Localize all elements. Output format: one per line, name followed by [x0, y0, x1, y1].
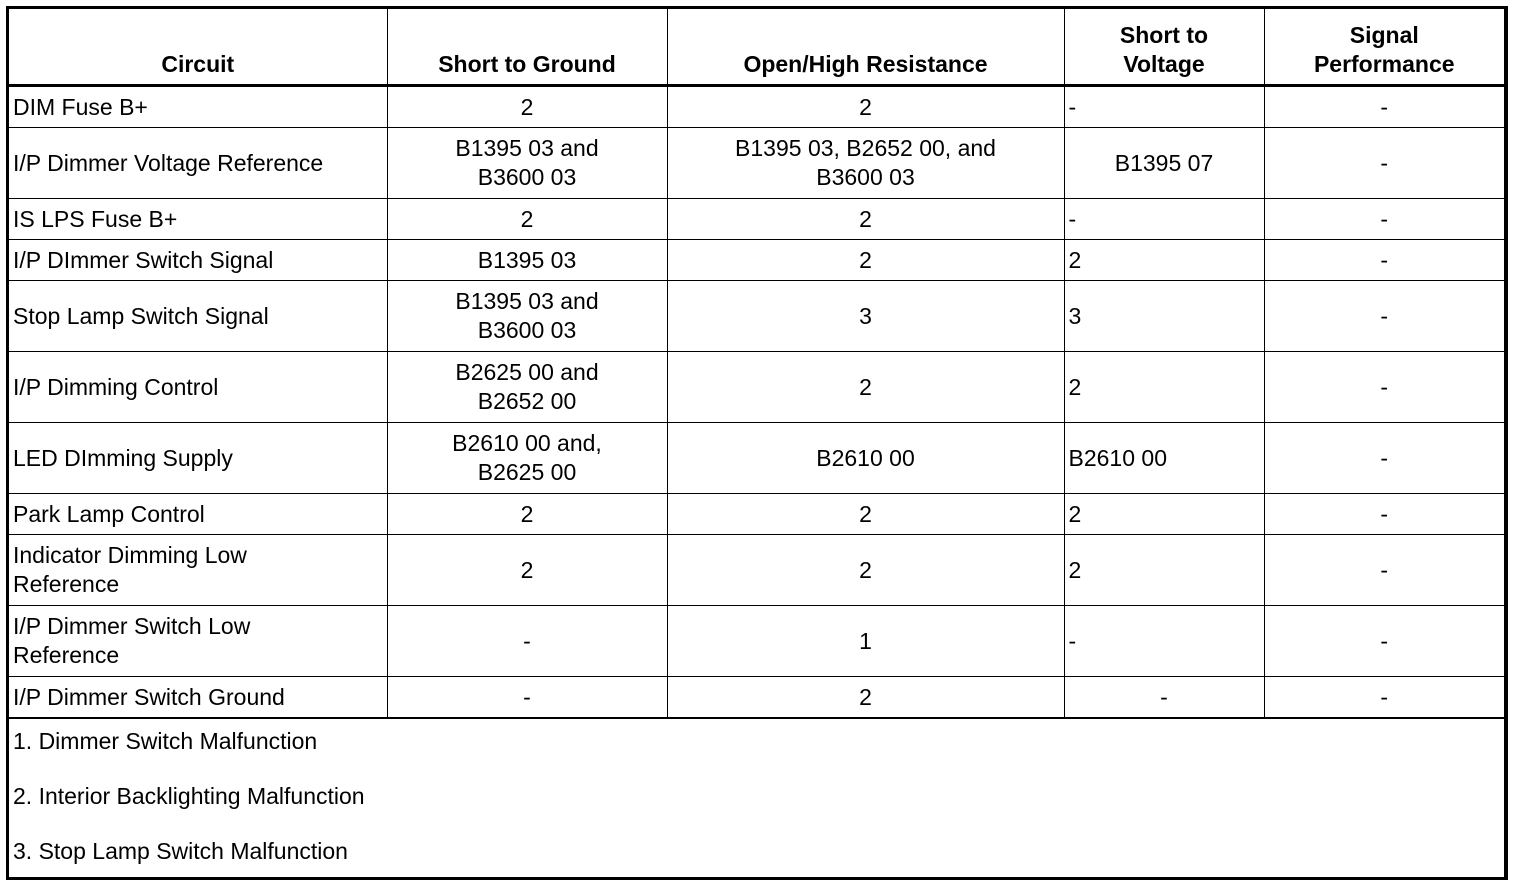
short-to-voltage-cell: B2610 00 — [1064, 423, 1264, 494]
circuit-cell: Indicator Dimming Low Reference — [9, 535, 387, 606]
open-high-resistance-cell: 2 — [667, 240, 1064, 281]
footnote-3: 3. Stop Lamp Switch Malfunction — [13, 838, 348, 864]
open-high-resistance-cell: B2610 00 — [667, 423, 1064, 494]
circuit-cell: I/P Dimmer Voltage Reference — [9, 128, 387, 199]
dtc-circuit-table — [9, 9, 1504, 719]
short-to-ground-cell: B2610 00 and, B2625 00 — [387, 423, 667, 494]
circuit-cell: I/P Dimmer Switch Low Reference — [9, 606, 387, 677]
table-row — [9, 352, 1504, 423]
short-to-voltage-cell: - — [1064, 677, 1264, 719]
short-to-voltage-cell: - — [1064, 86, 1264, 128]
circuit-cell: LED DImming Supply — [9, 423, 387, 494]
short-to-ground-cell: 2 — [387, 86, 667, 128]
short-to-voltage-cell: - — [1064, 199, 1264, 240]
circuit-cell: DIM Fuse B+ — [9, 86, 387, 128]
dtc-circuit-table-frame — [6, 6, 1508, 880]
open-high-resistance-cell: 2 — [667, 352, 1064, 423]
table-row — [9, 606, 1504, 677]
table-row — [9, 535, 1504, 606]
circuit-cell: IS LPS Fuse B+ — [9, 199, 387, 240]
circuit-cell: I/P Dimming Control — [9, 352, 387, 423]
short-to-voltage-cell: 2 — [1064, 494, 1264, 535]
signal-performance-cell: - — [1264, 677, 1504, 719]
short-to-voltage-cell: - — [1064, 606, 1264, 677]
header-short-to-ground: Short to Ground — [387, 9, 667, 86]
open-high-resistance-cell: 2 — [667, 494, 1064, 535]
short-to-ground-cell: - — [387, 606, 667, 677]
header-short-to-voltage: Short to Voltage — [1064, 9, 1264, 86]
open-high-resistance-cell: 2 — [667, 199, 1064, 240]
signal-performance-cell: - — [1264, 352, 1504, 423]
footnotes — [13, 727, 365, 892]
open-high-resistance-cell: 2 — [667, 677, 1064, 719]
signal-performance-cell: - — [1264, 535, 1504, 606]
circuit-cell: Park Lamp Control — [9, 494, 387, 535]
short-to-ground-cell: B1395 03 — [387, 240, 667, 281]
footnote-2: 2. Interior Backlighting Malfunction — [13, 783, 365, 809]
signal-performance-cell: - — [1264, 128, 1504, 199]
table-row — [9, 494, 1504, 535]
circuit-cell: Stop Lamp Switch Signal — [9, 281, 387, 352]
table-row — [9, 281, 1504, 352]
short-to-voltage-cell: 2 — [1064, 535, 1264, 606]
table-row — [9, 128, 1504, 199]
short-to-ground-cell: B2625 00 and B2652 00 — [387, 352, 667, 423]
open-high-resistance-cell: B1395 03, B2652 00, and B3600 03 — [667, 128, 1064, 199]
signal-performance-cell: - — [1264, 423, 1504, 494]
short-to-ground-cell: B1395 03 and B3600 03 — [387, 128, 667, 199]
signal-performance-cell: - — [1264, 199, 1504, 240]
open-high-resistance-cell: 3 — [667, 281, 1064, 352]
short-to-ground-cell: - — [387, 677, 667, 719]
table-row — [9, 240, 1504, 281]
short-to-voltage-cell: 2 — [1064, 352, 1264, 423]
header-signal-performance: Signal Performance — [1264, 9, 1504, 86]
header-circuit: Circuit — [9, 9, 387, 86]
short-to-voltage-cell: B1395 07 — [1064, 128, 1264, 199]
signal-performance-cell: - — [1264, 494, 1504, 535]
circuit-cell: I/P DImmer Switch Signal — [9, 240, 387, 281]
open-high-resistance-cell: 2 — [667, 86, 1064, 128]
header-open-high-resistance: Open/High Resistance — [667, 9, 1064, 86]
signal-performance-cell: - — [1264, 606, 1504, 677]
signal-performance-cell: - — [1264, 281, 1504, 352]
table-row — [9, 423, 1504, 494]
short-to-voltage-cell: 3 — [1064, 281, 1264, 352]
signal-performance-cell: - — [1264, 240, 1504, 281]
short-to-ground-cell: 2 — [387, 494, 667, 535]
footnote-1: 1. Dimmer Switch Malfunction — [13, 728, 318, 754]
table-row — [9, 199, 1504, 240]
signal-performance-cell: - — [1264, 86, 1504, 128]
header-row — [9, 9, 1504, 86]
open-high-resistance-cell: 2 — [667, 535, 1064, 606]
short-to-voltage-cell: 2 — [1064, 240, 1264, 281]
circuit-cell: I/P Dimmer Switch Ground — [9, 677, 387, 719]
short-to-ground-cell: 2 — [387, 535, 667, 606]
table-row — [9, 677, 1504, 719]
short-to-ground-cell: 2 — [387, 199, 667, 240]
open-high-resistance-cell: 1 — [667, 606, 1064, 677]
table-row — [9, 86, 1504, 128]
short-to-ground-cell: B1395 03 and B3600 03 — [387, 281, 667, 352]
